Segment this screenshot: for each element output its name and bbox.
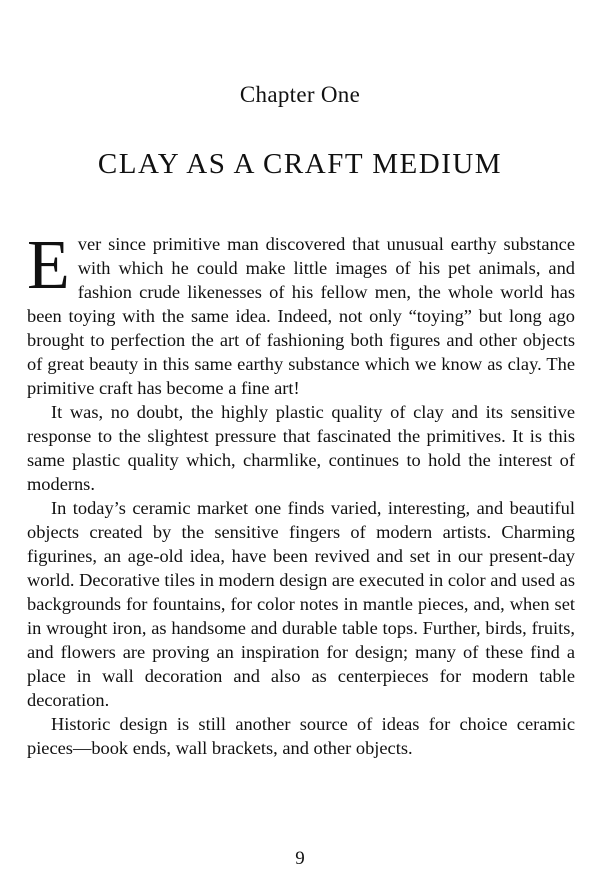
drop-cap: E [27,227,70,304]
paragraph-1 [27,227,575,400]
page-number: 9 [295,848,305,869]
chapter-label: Chapter One [239,82,361,107]
body-text [27,227,575,760]
chapter-title: CLAY AS A CRAFT MEDIUM [97,148,503,180]
paragraph-2: It was, no doubt, the highly plastic quality of clay and its sensitive response to the slightest pressure that fascinated the primitives. It is this same plastic quality which, charmlike, continues to hold the interest of moderns. [27,402,575,494]
paragraph-1-text: ver since primitive man discovered that unusual earthy substance with which he could make little images of his pet animals, and fashion crude likenesses of his fellow men, the whole world has been toying with the same idea. Indeed, not only “toying” but long ago brought to perfection the art of fashioning both figures and other objects of great beauty in this same earthy substance which we know as clay. The primitive craft has become a fine art! [27,234,575,398]
paragraph-3: In today’s ceramic market one finds varied, interesting, and beautiful objects created by the sensitive fingers of modern artists. Charming figurines, an age-old idea, have been revived and set in our present-day world. Decorative tiles in modern design are executed in color and used as backgrounds for fountains, for color notes in mantle pieces, and, when set in wrought iron, as handsome and durable table tops. Further, birds, fruits, and flowers are proving an inspiration for design; many of these find a place in wall decoration and also as centerpieces for modern table decoration. [27,498,575,710]
paragraph-4: Historic design is still another source of ideas for choice ceramic pieces—book ends, wall brackets, and other objects. [27,714,575,758]
